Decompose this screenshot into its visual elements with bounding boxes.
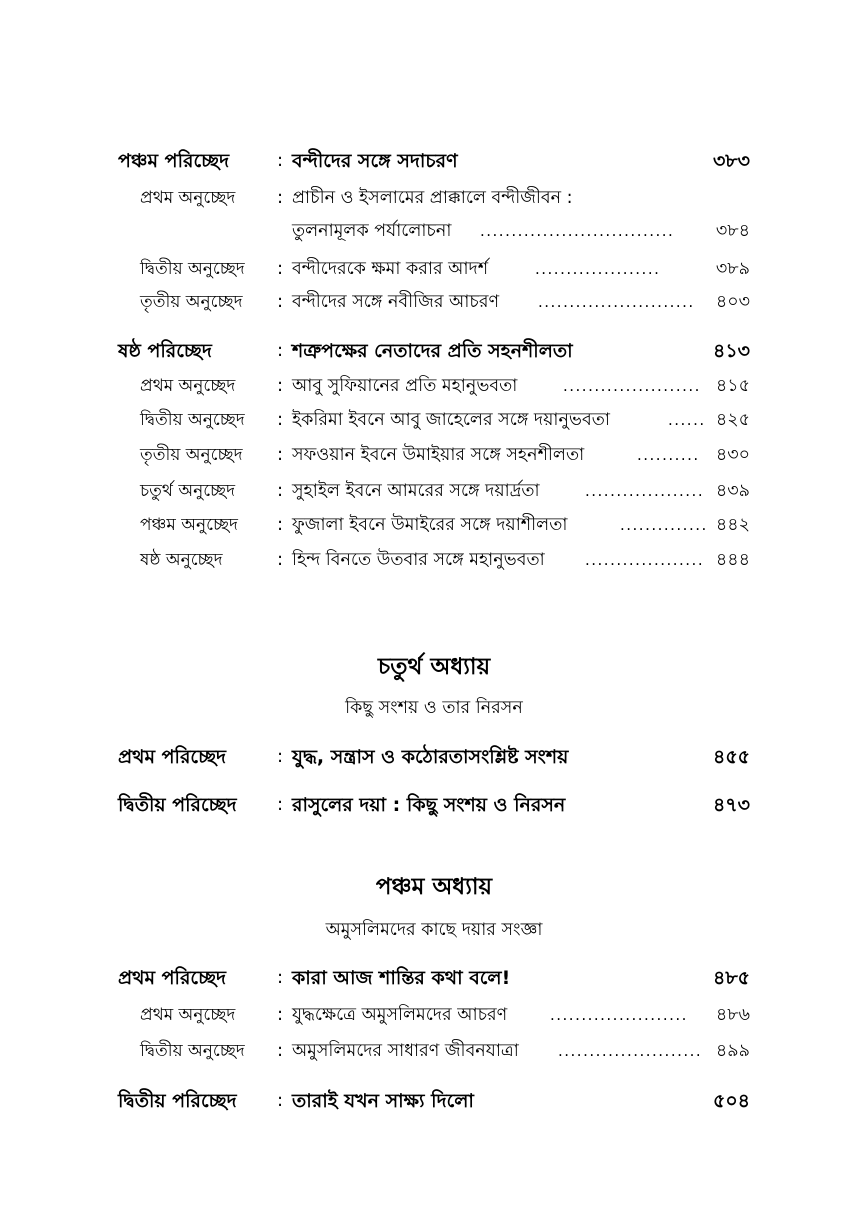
leader-dots: ................... — [585, 551, 705, 569]
toc-section[interactable] — [0, 742, 868, 772]
item-text: সফওয়ান ইবনে উমাইয়ার সঙ্গে সহনশীলতা — [292, 445, 585, 465]
leader-dots: .............. — [620, 516, 708, 534]
section-title: বন্দীদের সঙ্গে সদাচরণ — [292, 150, 458, 172]
leader-dots: ....................... — [558, 1042, 703, 1060]
chapter-subtitle: কিছু সংশয় ও তার নিরসন — [345, 698, 523, 718]
toc-item[interactable] — [0, 405, 868, 435]
item-label: তৃতীয় অনুচ্ছেদ — [140, 445, 243, 465]
toc-section[interactable] — [0, 790, 868, 820]
toc-item[interactable] — [0, 1000, 868, 1030]
toc-section-5[interactable] — [0, 146, 868, 176]
colon: : — [277, 1004, 284, 1025]
section-label: দ্বিতীয় পরিচ্ছেদ — [118, 1090, 237, 1112]
item-label: তৃতীয় অনুচ্ছেদ — [140, 292, 243, 312]
colon: : — [277, 258, 284, 279]
page-number: ৪৭৩ — [712, 794, 750, 816]
toc-item[interactable] — [0, 510, 868, 540]
section-title: শত্রুপক্ষের নেতাদের প্রতি সহনশীলতা — [292, 340, 573, 362]
colon: : — [277, 1090, 284, 1111]
page-number: ৪১৫ — [715, 376, 750, 396]
page-number: ৩৮৩ — [712, 150, 750, 172]
page-number: ৪০৩ — [715, 292, 750, 312]
page-number: ৪৮৫ — [713, 967, 750, 989]
chapter-title: পঞ্চম অধ্যায় — [375, 874, 493, 900]
colon: : — [277, 187, 284, 208]
item-label: দ্বিতীয় অনুচ্ছেদ — [140, 1041, 245, 1061]
page-number: ৪৮৬ — [715, 1005, 750, 1025]
toc-item[interactable] — [0, 287, 868, 317]
colon: : — [277, 549, 284, 570]
colon: : — [277, 409, 284, 430]
section-label: পঞ্চম পরিচ্ছেদ — [118, 150, 230, 172]
page-number: ৫০৪ — [712, 1090, 750, 1112]
item-text: সুহাইল ইবনে আমরের সঙ্গে দয়ার্দ্রতা — [292, 481, 540, 501]
toc-item[interactable] — [0, 476, 868, 506]
colon: : — [277, 746, 284, 767]
item-label: দ্বিতীয় অনুচ্ছেদ — [140, 259, 245, 279]
leader-dots: ...................... — [563, 377, 701, 395]
page-number: ৪৯৯ — [715, 1041, 750, 1061]
colon: : — [277, 794, 284, 815]
toc-item-continuation[interactable] — [0, 216, 868, 246]
item-text: বন্দীদেরকে ক্ষমা করার আদর্শ — [292, 259, 489, 279]
colon: : — [277, 444, 284, 465]
colon: : — [277, 1040, 284, 1061]
item-text: ইকরিমা ইবনে আবু জাহেলের সঙ্গে দয়ানুভবতা — [292, 410, 610, 430]
item-text: অমুসলিমদের সাধারণ জীবনযাত্রা — [292, 1041, 519, 1061]
chapter-subtitle: অমুসলিমদের কাছে দয়ার সংজ্ঞা — [325, 920, 543, 940]
colon: : — [277, 480, 284, 501]
item-text: তুলনামূলক পর্যালোচনা — [292, 221, 452, 241]
page-number: ৩৮৪ — [715, 221, 750, 241]
item-text: প্রাচীন ও ইসলামের প্রাক্কালে বন্দীজীবন : — [292, 188, 573, 208]
page-number: ৪৩০ — [715, 445, 750, 465]
section-label: দ্বিতীয় পরিচ্ছেদ — [118, 794, 237, 816]
section-title: কারা আজ শান্তির কথা বলে! — [292, 967, 511, 989]
colon: : — [277, 514, 284, 535]
colon: : — [277, 967, 284, 988]
page-number: ৪৫৫ — [713, 746, 750, 768]
toc-section[interactable] — [0, 1086, 868, 1116]
colon: : — [277, 375, 284, 396]
leader-dots: ...... — [668, 411, 706, 429]
section-title: তারাই যখন সাক্ষ্য দিলো — [292, 1090, 474, 1112]
leader-dots: ............................... — [480, 222, 675, 240]
item-label: পঞ্চম অনুচ্ছেদ — [140, 515, 238, 535]
item-text: ফুজালা ইবনে উমাইরের সঙ্গে দয়াশীলতা — [292, 515, 568, 535]
toc-section-6[interactable] — [0, 336, 868, 366]
colon: : — [277, 150, 284, 171]
item-label: দ্বিতীয় অনুচ্ছেদ — [140, 410, 245, 430]
leader-dots: ................... — [585, 482, 705, 500]
section-label: প্রথম পরিচ্ছেদ — [118, 967, 227, 989]
section-title: যুদ্ধ, সন্ত্রাস ও কঠোরতাসংশ্লিষ্ট সংশয় — [292, 746, 569, 768]
item-label: চতুর্থ অনুচ্ছেদ — [140, 481, 236, 501]
section-label: প্রথম পরিচ্ছেদ — [118, 746, 227, 768]
item-label: ষষ্ঠ অনুচ্ছেদ — [140, 550, 223, 570]
item-text: বন্দীদের সঙ্গে নবীজির আচরণ — [292, 292, 500, 312]
toc-item[interactable] — [0, 183, 868, 213]
section-label: ষষ্ঠ পরিচ্ছেদ — [118, 340, 212, 362]
toc-item[interactable] — [0, 545, 868, 575]
leader-dots: .................... — [535, 260, 661, 278]
toc-item[interactable] — [0, 254, 868, 284]
page-number: ৪২৫ — [715, 410, 750, 430]
item-text: যুদ্ধক্ষেত্রে অমুসলিমদের আচরণ — [292, 1005, 508, 1025]
page-number: ৪৪৪ — [715, 550, 750, 570]
leader-dots: .......... — [637, 446, 700, 464]
toc-item[interactable] — [0, 1036, 868, 1066]
item-text: আবু সুফিয়ানের প্রতি মহানুভবতা — [292, 376, 518, 396]
leader-dots: ......................... — [538, 293, 695, 311]
toc-item[interactable] — [0, 440, 868, 470]
item-label: প্রথম অনুচ্ছেদ — [140, 376, 236, 396]
page-number: ৪৩৯ — [715, 481, 750, 501]
colon: : — [277, 340, 284, 361]
toc-item[interactable] — [0, 371, 868, 401]
item-label: প্রথম অনুচ্ছেদ — [140, 188, 236, 208]
item-text: হিন্দ বিনতে উতবার সঙ্গে মহানুভবতা — [292, 550, 545, 570]
leader-dots: ...................... — [550, 1006, 688, 1024]
item-label: প্রথম অনুচ্ছেদ — [140, 1005, 236, 1025]
colon: : — [277, 291, 284, 312]
page-number: ৪১৩ — [712, 340, 750, 362]
toc-section[interactable] — [0, 963, 868, 993]
chapter-title: চতুর্থ অধ্যায় — [377, 654, 491, 680]
page-number: ৩৮৯ — [715, 259, 750, 279]
page-number: ৪৪২ — [715, 515, 750, 535]
section-title: রাসুলের দয়া : কিছু সংশয় ও নিরসন — [292, 794, 566, 816]
